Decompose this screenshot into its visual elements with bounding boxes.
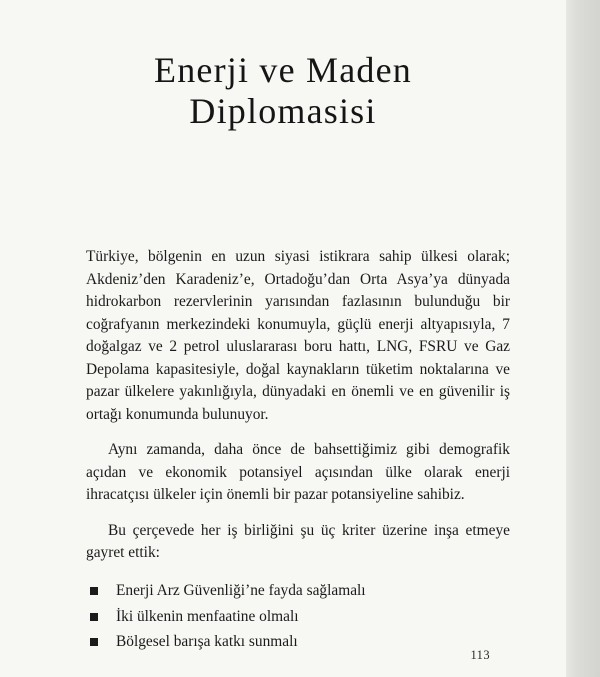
list-item bbox=[86, 604, 510, 630]
page-number: 113 bbox=[470, 648, 490, 662]
chapter-title-line-2: Diplomasisi bbox=[189, 91, 377, 131]
criteria-list bbox=[86, 579, 510, 656]
list-item-text: İki ülkenin menfaatine olmalı bbox=[116, 607, 299, 625]
paragraph-3: Bu çerçevede her iş birliğini şu üç kriter üzerine inşa etmeye gayret ettik: bbox=[86, 521, 510, 561]
list-item bbox=[86, 579, 510, 605]
chapter-title-line-1: Enerji ve Maden bbox=[154, 50, 412, 90]
list-item-text: Bölgesel barışa katkı sunmalı bbox=[116, 633, 298, 650]
paragraph-2: Aynı zamanda, daha önce de bahsettiğimiz gibi demografik açıdan ve ekonomik potansiyel açısından ülke olarak enerji ihracatçısı ülkeler için önemli bir pazar potansiyeline sahibiz. bbox=[86, 441, 510, 503]
paragraph-1: Türkiye, bölgenin en uzun siyasi istikrara sahip ülkesi olarak; Akdeniz’den Karadeniz’e, Ortadoğu’dan Orta Asya’ya dünyada hidrokarbon rezervlerinin yarısından fazlasının bulunduğu bir coğrafyanın merkezindeki konumuyla, güçlü enerji altyapısıyla, 7 doğalgaz ve 2 petrol uluslararası boru hattı, LNG, FSRU ve Gaz Depolama kapasitesiyle, doğal kaynakların tüketim noktalarına ve pazar ülkelere yakınlığıyla, dünyadaki en önemli ve en güvenilir iş ortağı konumunda bulunuyor. bbox=[86, 248, 510, 423]
chapter-title bbox=[0, 50, 566, 132]
square-bullet-icon bbox=[90, 638, 98, 646]
list-item-text: Enerji Arz Güvenliği’ne fayda sağlamalı bbox=[116, 582, 366, 599]
square-bullet-icon bbox=[90, 613, 98, 621]
square-bullet-icon bbox=[90, 587, 98, 595]
body-text bbox=[86, 246, 510, 655]
list-item bbox=[86, 630, 510, 656]
adjacent-page-edge bbox=[566, 0, 600, 677]
